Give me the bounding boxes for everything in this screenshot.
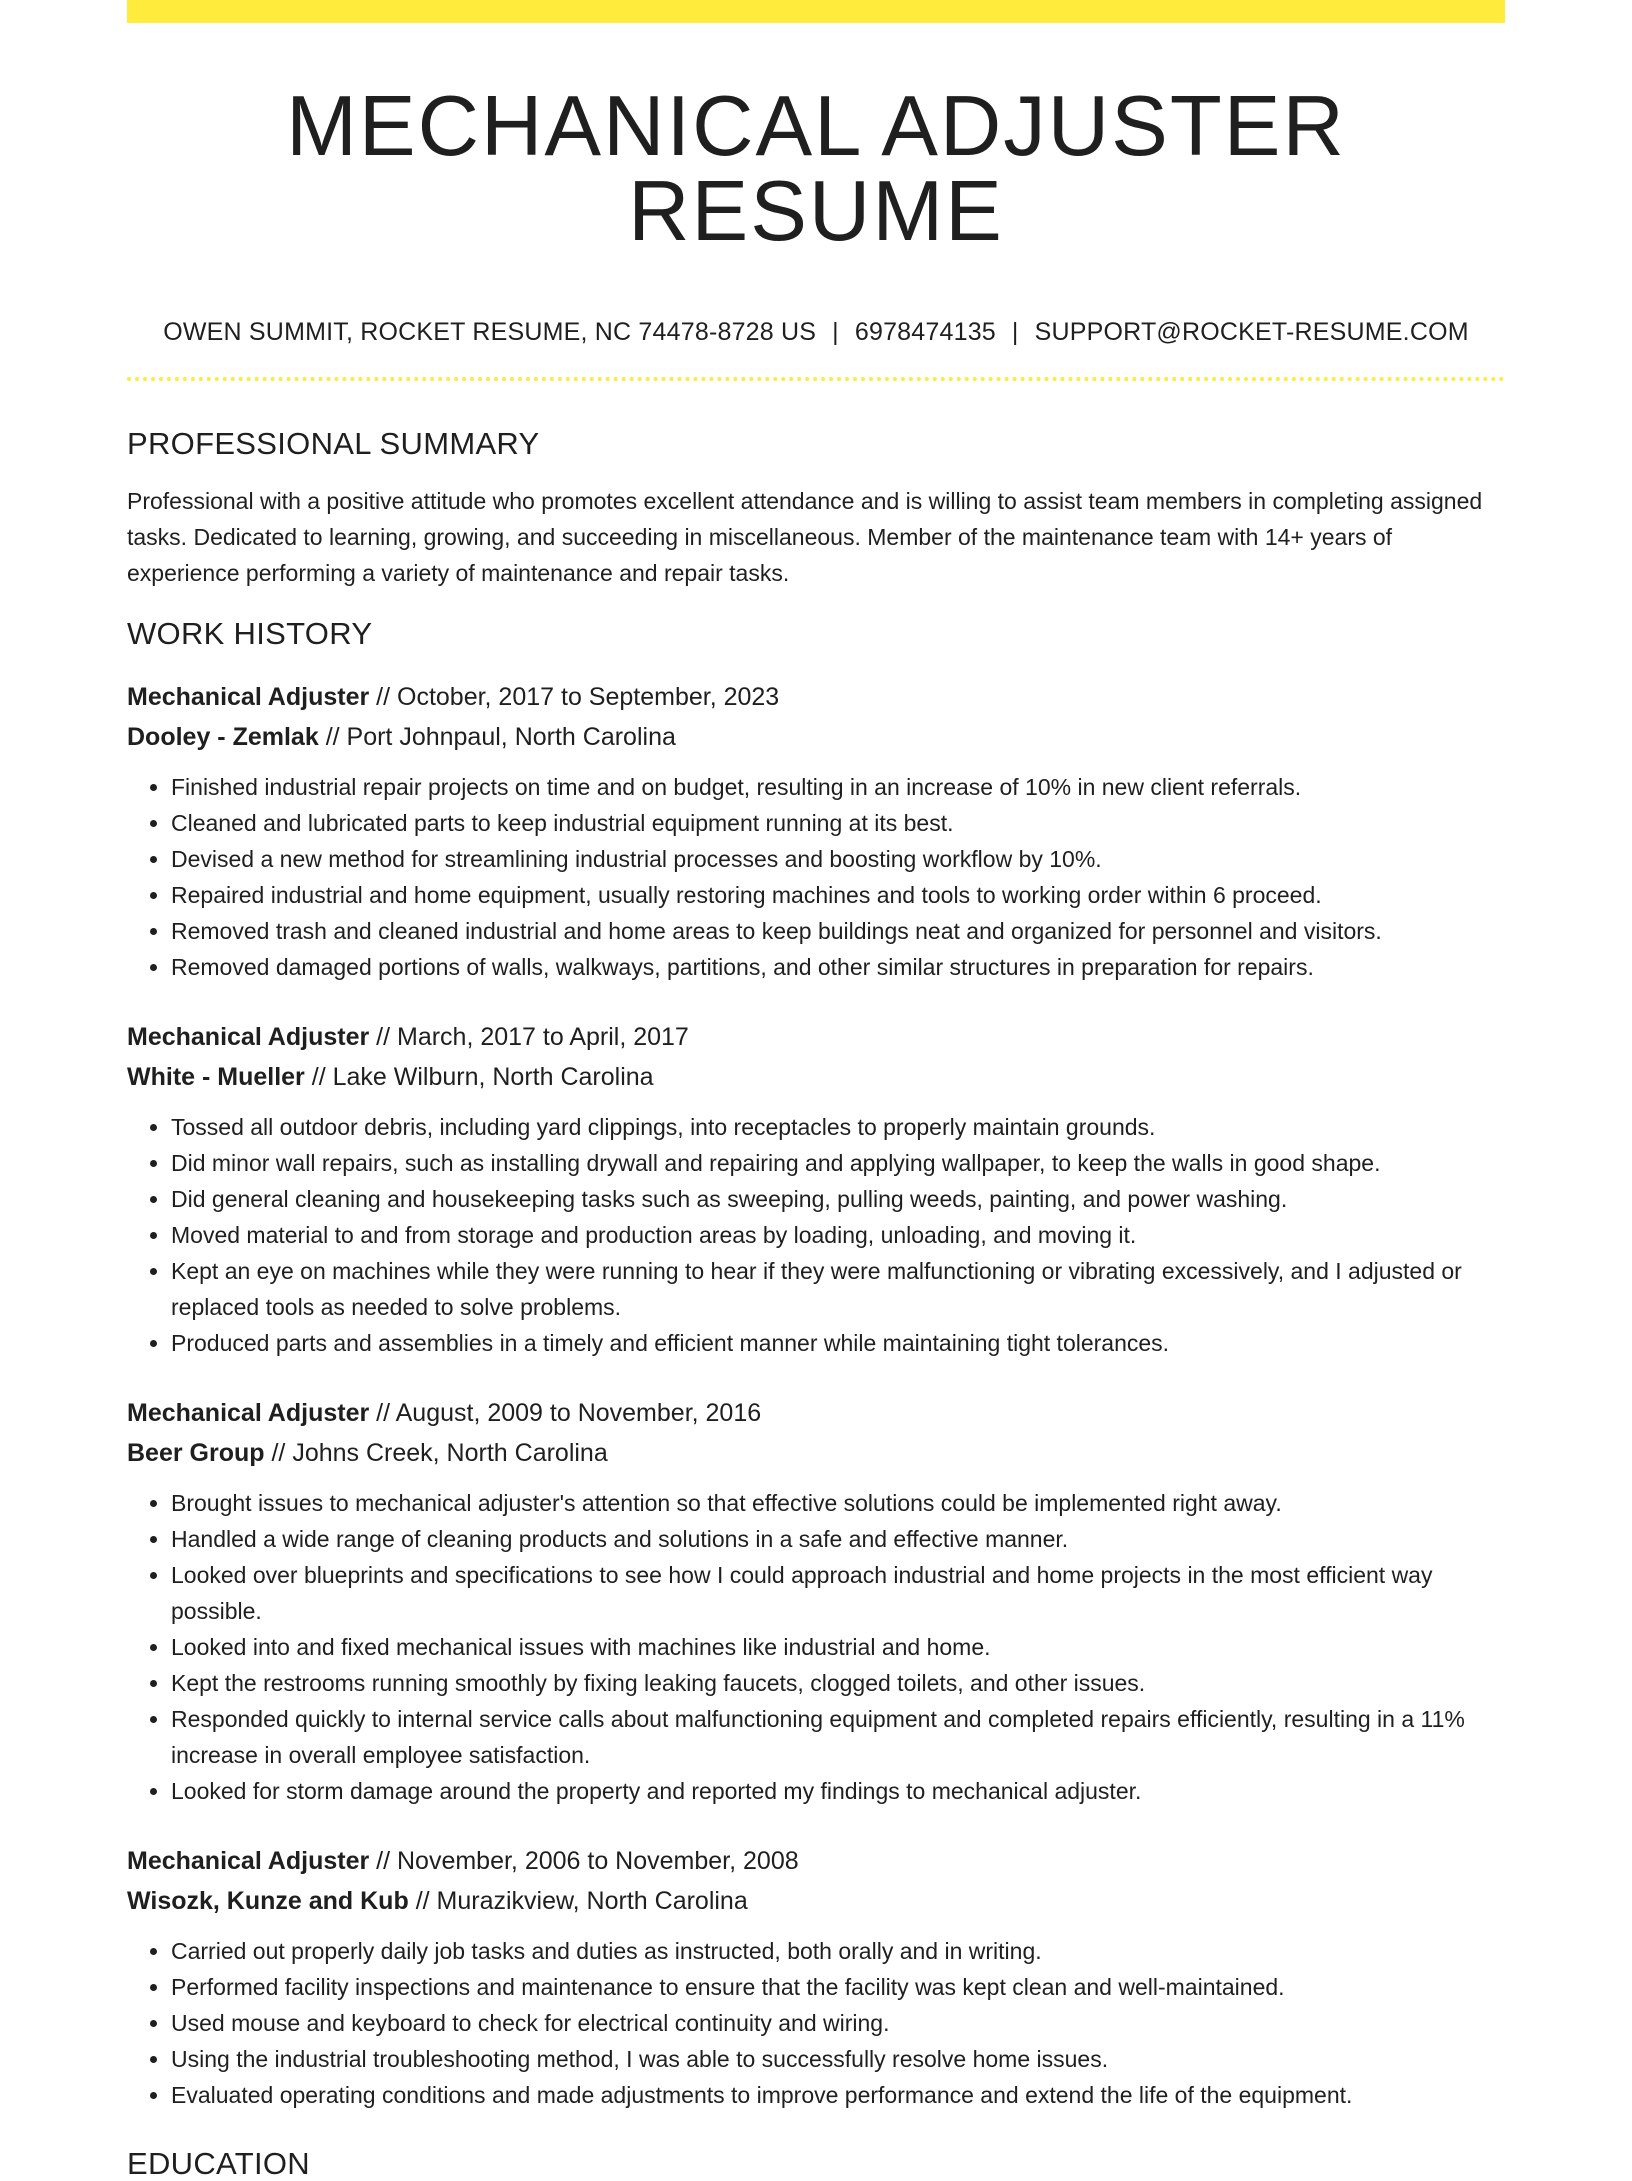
job-location: // Johns Creek, North Carolina <box>271 1439 608 1468</box>
job-title: Mechanical Adjuster <box>127 1847 370 1876</box>
duty-item: • Repaired industrial and home equipment, usually restoring machines and tools to working order within 6 proceed. <box>171 877 1505 913</box>
job-company-line <box>127 1433 1505 1473</box>
duty-item: • Handled a wide range of cleaning products and solutions in a safe and effective manner. <box>171 1521 1505 1557</box>
duty-item: • Removed damaged portions of walls, walkways, partitions, and other similar structures in preparation for repairs. <box>171 949 1505 985</box>
job-title-line <box>127 1393 1505 1433</box>
job-company: Wisozk, Kunze and Kub <box>127 1887 409 1916</box>
resume-title: MECHANICAL ADJUSTER RESUME <box>286 79 1346 259</box>
job-title-line <box>127 677 1505 717</box>
job-company-line <box>127 1881 1505 1921</box>
dotted-divider <box>127 377 1505 381</box>
contact-address: OWEN SUMMIT, ROCKET RESUME, NC 74478-8728 US <box>163 318 817 346</box>
duty-item: • Kept the restrooms running smoothly by fixing leaking faucets, clogged toilets, and other issues. <box>171 1665 1505 1701</box>
contact-email: SUPPORT@ROCKET-RESUME.COM <box>1034 318 1469 346</box>
job-company-line <box>127 1057 1505 1097</box>
contact-separator: | <box>1011 318 1019 346</box>
education-heading: EDUCATION <box>127 2146 310 2181</box>
duty-item: • Using the industrial troubleshooting method, I was able to successfully resolve home issues. <box>171 2041 1505 2077</box>
job-dates: // October, 2017 to September, 2023 <box>376 683 780 712</box>
job-title: Mechanical Adjuster <box>127 683 370 712</box>
duty-item: • Removed trash and cleaned industrial and home areas to keep buildings neat and organized for personnel and visitors. <box>171 913 1505 949</box>
work-history-heading: WORK HISTORY <box>127 616 373 652</box>
job-title: Mechanical Adjuster <box>127 1023 370 1052</box>
duty-item: • Tossed all outdoor debris, including yard clippings, into receptacles to properly maintain grounds. <box>171 1109 1505 1145</box>
job-entry <box>127 1393 1505 1809</box>
job-dates: // August, 2009 to November, 2016 <box>376 1399 762 1428</box>
job-dates: // November, 2006 to November, 2008 <box>376 1847 799 1876</box>
job-dates: // March, 2017 to April, 2017 <box>376 1023 689 1052</box>
summary-heading: PROFESSIONAL SUMMARY <box>127 426 540 461</box>
duty-item: • Evaluated operating conditions and made adjustments to improve performance and extend the life of the equipment. <box>171 2077 1505 2113</box>
duty-item: • Moved material to and from storage and production areas by loading, unloading, and moving it. <box>171 1217 1505 1253</box>
summary-text: Professional with a positive attitude who promotes excellent attendance and is willing to assist team members in completing assigned tasks. Dedicated to learning, growing, and succeeding in miscellaneous. Member of the maintenance team with 14+ years of experience performing a variety of maintenance and repair tasks. <box>127 488 1483 587</box>
duty-item: • Did minor wall repairs, such as installing drywall and repairing and applying wallpaper, to keep the walls in good shape. <box>171 1145 1505 1181</box>
job-list <box>127 677 1505 2113</box>
duty-item: • Responded quickly to internal service calls about malfunctioning equipment and completed repairs efficiently, resulting in a 11% increase in overall employee satisfaction. <box>171 1701 1505 1773</box>
contact-phone: 6978474135 <box>854 318 996 346</box>
duty-list <box>127 1485 1505 1809</box>
job-title-line <box>127 1841 1505 1881</box>
contact-line <box>127 317 1505 347</box>
duty-item: • Produced parts and assemblies in a timely and efficient manner while maintaining tight tolerances. <box>171 1325 1505 1361</box>
duty-item: • Looked over blueprints and specifications to see how I could approach industrial and home projects in the most efficient way possible. <box>171 1557 1505 1629</box>
job-location: // Port Johnpaul, North Carolina <box>325 723 676 752</box>
job-company: Dooley - Zemlak <box>127 723 319 752</box>
job-entry <box>127 677 1505 985</box>
duty-item: • Finished industrial repair projects on time and on budget, resulting in an increase of 10% in new client referrals. <box>171 769 1505 805</box>
job-company: Beer Group <box>127 1439 265 1468</box>
job-company-line <box>127 717 1505 757</box>
duty-item: • Used mouse and keyboard to check for electrical continuity and wiring. <box>171 2005 1505 2041</box>
duty-item: • Looked for storm damage around the property and reported my findings to mechanical adjuster. <box>171 1773 1505 1809</box>
duty-item: • Performed facility inspections and maintenance to ensure that the facility was kept clean and well-maintained. <box>171 1969 1505 2005</box>
duty-item: • Brought issues to mechanical adjuster's attention so that effective solutions could be implemented right away. <box>171 1485 1505 1521</box>
duty-item: • Carried out properly daily job tasks and duties as instructed, both orally and in writing. <box>171 1933 1505 1969</box>
duty-item: • Looked into and fixed mechanical issues with machines like industrial and home. <box>171 1629 1505 1665</box>
contact-separator: | <box>832 318 839 346</box>
job-title: Mechanical Adjuster <box>127 1399 370 1428</box>
job-entry <box>127 1017 1505 1361</box>
job-location: // Murazikview, North Carolina <box>415 1887 748 1916</box>
duty-item: • Cleaned and lubricated parts to keep industrial equipment running at its best. <box>171 805 1505 841</box>
duty-list <box>127 1109 1505 1361</box>
job-company: White - Mueller <box>127 1063 305 1092</box>
accent-top-bar <box>127 0 1505 23</box>
duty-item: • Devised a new method for streamlining industrial processes and boosting workflow by 10%. <box>171 841 1505 877</box>
job-title-line <box>127 1017 1505 1057</box>
duty-item: • Kept an eye on machines while they were running to hear if they were malfunctioning or vibrating excessively, and I adjusted or replaced tools as needed to solve problems. <box>171 1253 1505 1325</box>
duty-list <box>127 769 1505 985</box>
job-entry <box>127 1841 1505 2113</box>
duty-list <box>127 1933 1505 2113</box>
resume-page <box>127 0 1505 2181</box>
duty-item: • Did general cleaning and housekeeping tasks such as sweeping, pulling weeds, painting, and power washing. <box>171 1181 1505 1217</box>
job-location: // Lake Wilburn, North Carolina <box>311 1063 654 1092</box>
